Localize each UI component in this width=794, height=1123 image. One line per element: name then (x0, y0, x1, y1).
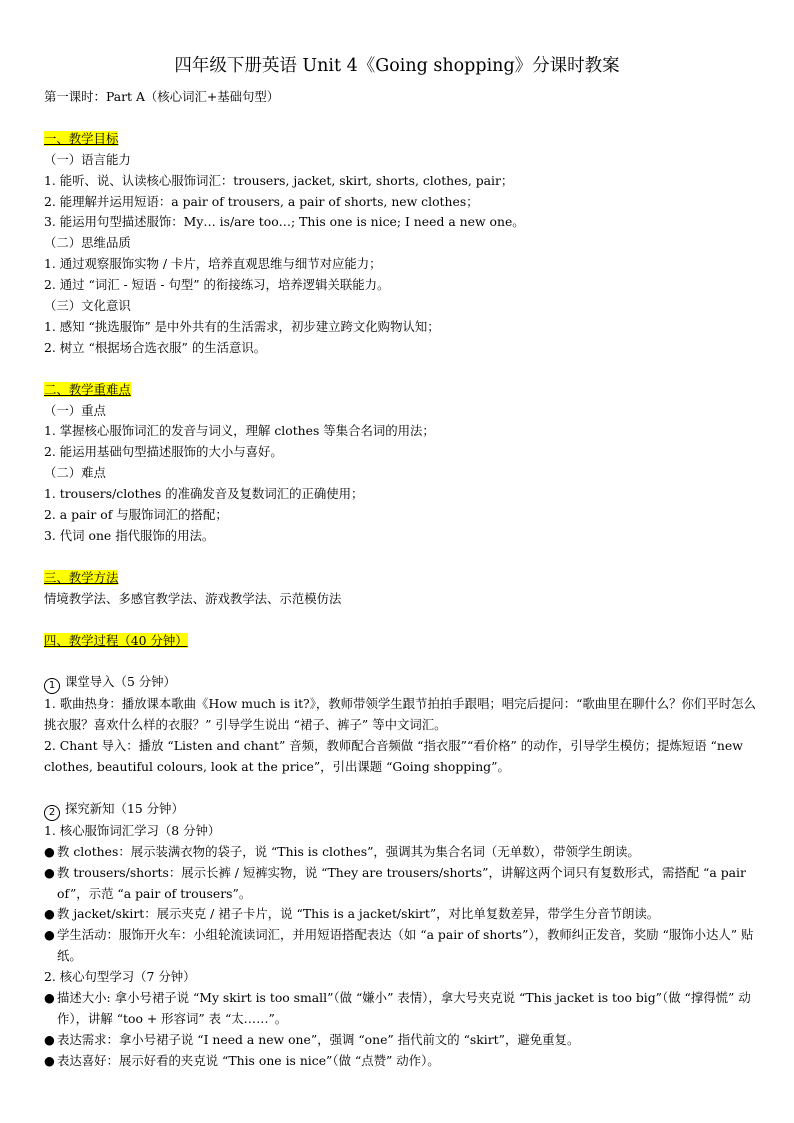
paragraph: 1. 歌曲热身：播放课本歌曲《How much is it?》，教师带领学生跟节拍拍手跟唱；唱完后提问：“歌曲里在聊什么？你们平时怎么挑衣服？喜欢什么样的衣服？” 引导学生说出 “裙子、裤子” 等中文词汇。 (44, 696, 756, 733)
list-item: 2. 树立 “根据场合选衣服” 的生活意识。 (44, 339, 267, 355)
circled-number: 1 (44, 678, 60, 694)
highlighted-heading: 四、教学过程（40 分钟） (44, 632, 188, 648)
bullet-item: ● 表达需求：拿小号裙子说 “I need a new one”，强调 “one” 指代前文的 “skirt”，避免重复。 (44, 1030, 756, 1051)
subheading: （一）重点 (44, 402, 106, 418)
document-title: 四年级下册英语 Unit 4《Going shopping》分课时教案 (174, 56, 620, 76)
document-body (44, 87, 756, 1072)
subheading: （一）语言能力 (44, 151, 131, 167)
list-item: 2. a pair of 与服饰词汇的搭配； (44, 507, 228, 523)
bullet-icon: ● (44, 843, 55, 859)
bullet-icon: ● (44, 906, 55, 922)
list-item: 3. 代词 one 指代服饰的用法。 (44, 528, 215, 543)
bullet-icon: ● (44, 864, 55, 880)
list-item: 1. trousers/clothes 的准确发音及复数词汇的正确使用； (44, 486, 364, 502)
bullet-icon: ● (44, 990, 55, 1006)
subheading: （二）难点 (44, 465, 106, 481)
list-item: 3. 能运用句型描述服饰：My… is/are too…; This one is nice; I need a new one。 (44, 214, 525, 230)
bullet-item: ● 教 clothes：展示装满衣物的袋子，说 “This is clothes”，强调其为集合名词（无单数），带领学生朗读。 (44, 842, 756, 863)
list-item: 1. 掌握核心服饰词汇的发音与词义，理解 clothes 等集合名词的用法； (44, 423, 435, 439)
list-item: 1. 能听、说、认读核心服饰词汇：trousers, jacket, skirt, shorts, clothes, pair； (44, 172, 514, 188)
section-heading-key-points (44, 380, 756, 401)
paragraph: 2. Chant 导入：播放 “Listen and chant” 音频，教师配合音频做 “指衣服”“看价格” 的动作，引导学生模仿；提炼短语 “new clothes, beautiful colours, look at the price”，引出课题 “Going shopping”。 (44, 738, 743, 775)
section-heading-methods (44, 568, 756, 589)
bullet-item: ● 学生活动：服饰开火车：小组轮流读词汇，并用短语搭配表达（如 “a pair of shorts”），教师纠正发音，奖励 “服饰小达人” 贴纸。 (44, 925, 756, 967)
subheading: 1. 核心服饰词汇学习（8 分钟） (44, 822, 221, 838)
section-heading-process (44, 631, 756, 652)
highlighted-heading: 一、教学目标 (44, 130, 119, 146)
bullet-item: ● 教 trousers/shorts：展示长裤 / 短裤实物，说 “They are trousers/shorts”，讲解这两个词只有复数形式，需搭配 “a pair of”，示范 “a pair of trousers”。 (44, 863, 756, 905)
bullet-icon: ● (44, 927, 55, 943)
lesson-subtitle: 第一课时：Part A（核心词汇+基础句型） (44, 89, 280, 104)
part-title: 探究新知（15 分钟） (65, 800, 184, 816)
part-heading-intro (44, 672, 756, 694)
bullet-icon: ● (44, 1052, 55, 1068)
subheading: 2. 核心句型学习（7 分钟） (44, 969, 196, 985)
list-item: 1. 通过观察服饰实物 / 卡片，培养直观思维与细节对应能力； (44, 256, 382, 272)
highlighted-heading: 三、教学方法 (44, 569, 119, 585)
list-item: 2. 通过 “词汇 - 短语 - 句型” 的衔接练习，培养逻辑关联能力。 (44, 277, 390, 293)
highlighted-heading: 二、教学重难点 (44, 381, 131, 397)
bullet-item: ● 表达喜好：展示好看的夹克说 “This one is nice”（做 “点赞” 动作）。 (44, 1051, 756, 1072)
circled-number: 2 (44, 805, 60, 821)
part-title: 课堂导入（5 分钟） (65, 674, 176, 690)
bullet-icon: ● (44, 1031, 55, 1047)
bullet-item: ● 描述大小: 拿小号裙子说 “My skirt is too small”（做 “嫌小” 表情），拿大号夹克说 “This jacket is too big”（做 “撑得慌” 动作），讲解 “too + 形容词” 表 “太……”。 (44, 988, 756, 1030)
subheading: （三）文化意识 (44, 298, 131, 314)
list-item: 2. 能理解并运用短语：a pair of trousers, a pair of shorts, new clothes； (44, 193, 479, 209)
methods-text: 情境教学法、多感官教学法、游戏教学法、示范模仿法 (44, 590, 342, 606)
list-item: 2. 能运用基础句型描述服饰的大小与喜好。 (44, 444, 283, 460)
list-item: 1. 感知 “挑选服饰” 是中外共有的生活需求，初步建立跨文化购物认知； (44, 318, 440, 334)
subheading: （二）思维品质 (44, 235, 131, 251)
part-heading-explore (44, 799, 756, 821)
section-heading-objectives (44, 129, 756, 150)
bullet-item: ● 教 jacket/skirt：展示夹克 / 裙子卡片，说 “This is a jacket/skirt”，对比单复数差异，带学生分音节朗读。 (44, 904, 756, 925)
